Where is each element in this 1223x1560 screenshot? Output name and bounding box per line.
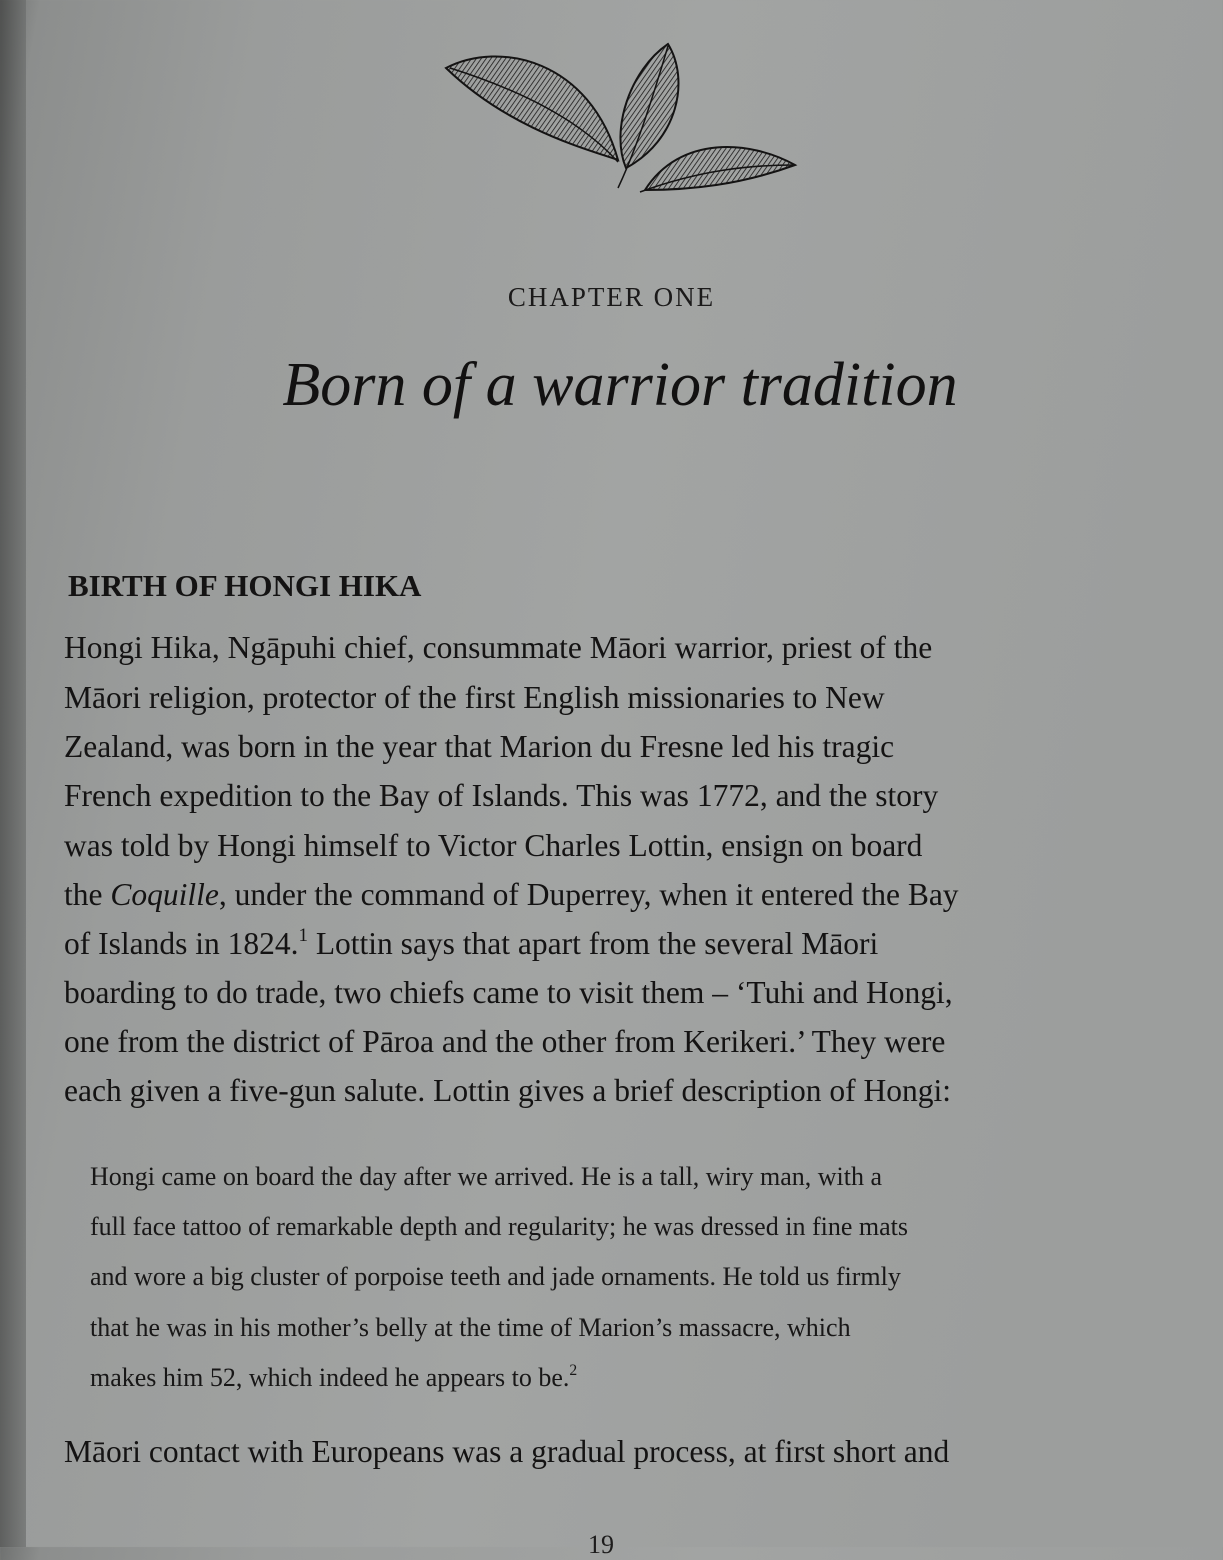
body-line [64, 926, 878, 962]
body-line: Zealand, was born in the year that Marion du Fresne led his tragic [64, 729, 895, 764]
text-run: makes him 52, which indeed he appears to be. [90, 1363, 570, 1392]
footnote-ref: 1 [298, 924, 308, 946]
body-line: French expedition to the Bay of Islands. This was 1772, and the story [64, 778, 939, 813]
text-run: , under the command of Duperrey, when it entered the Bay [218, 877, 959, 912]
text-run: Lottin says that apart from the several Māori [307, 926, 879, 961]
body-line: boarding to do trade, two chiefs came to visit them – ‘Tuhi and Hongi, [64, 975, 953, 1010]
quote-line: Hongi came on board the day after we arrived. He is a tall, wiry man, with a [90, 1162, 882, 1191]
feather-icon [446, 56, 618, 162]
text-run: the [64, 877, 111, 912]
body-line: one from the district of Pāroa and the other from Kerikeri.’ They were [64, 1024, 946, 1059]
page-number: 19 [588, 1530, 614, 1559]
section-heading: BIRTH OF HONGI HIKA [68, 568, 422, 603]
text-run: of Islands in 1824. [64, 926, 299, 961]
ship-name: Coquille [110, 877, 219, 912]
chapter-title: Born of a warrior tradition [282, 351, 958, 419]
body-line: Māori religion, protector of the first English missionaries to New [64, 680, 885, 715]
chapter-label: CHAPTER ONE [507, 282, 716, 312]
quote-line [90, 1363, 577, 1393]
quote-line: full face tattoo of remarkable depth and regularity; he was dressed in fine mats [90, 1212, 908, 1241]
body-line: each given a five-gun salute. Lottin gives a brief description of Hongi: [64, 1073, 951, 1108]
feather-icon [640, 147, 795, 192]
page-gutter-shadow [0, 0, 26, 1547]
body-line: Hongi Hika, Ngāpuhi chief, consummate Māori warrior, priest of the [64, 630, 933, 665]
quote-line: and wore a big cluster of porpoise teeth and jade ornaments. He told us firmly [90, 1262, 901, 1291]
body-line: was told by Hongi himself to Victor Charles Lottin, ensign on board [64, 828, 923, 863]
quote-line: that he was in his mother’s belly at the time of Marion’s massacre, which [90, 1313, 851, 1342]
feather-ornament [440, 40, 800, 200]
body-line: Māori contact with Europeans was a gradual process, at first short and [64, 1434, 950, 1469]
footnote-ref: 2 [569, 1362, 578, 1380]
body-line [64, 877, 959, 913]
